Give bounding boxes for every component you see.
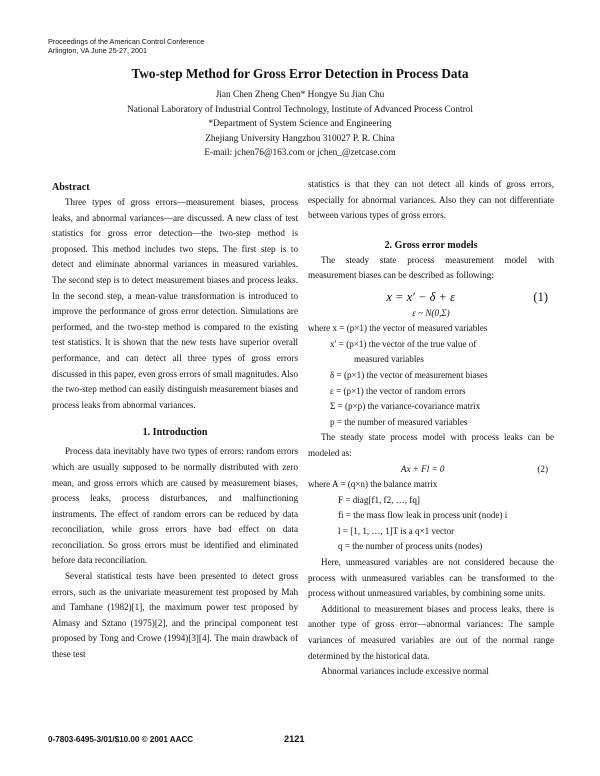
definition-line: ε = (p×1) the vector of random errors [330, 385, 466, 396]
leaks-intro: The steady state process model with process leaks can be modeled as: [308, 432, 554, 458]
definition-line: Σ = (p×p) the variance-covariance matrix [330, 401, 481, 412]
intro-paragraph-1: Process data inevitably have two types of errors: random errors which are usually supposed to be normally distributed with zero mean, and gross errors which are caused by measurement biases, process leaks, process disturbances, and malfunctioning instruments. The effect of random errors can be reduced by data reconciliation, while gross errors have bad effect on data reconciliation. So gross errors must be identified and eliminated before data reconciliation. [52, 446, 298, 566]
author-block [0, 88, 600, 161]
definition-line: l = [1, 1, …, 1]T is a q×1 vector [338, 525, 455, 536]
page-number: 2121 [284, 734, 305, 744]
conference-location: Arlington, VA June 25-27, 2001 [48, 45, 147, 55]
equation-1b-expression: ε ~ N(0,Σ) [412, 307, 450, 318]
equation-2-expression: Ax + Fl = 0 [400, 463, 445, 474]
abstract-heading: Abstract [52, 182, 90, 193]
definition-line: where A = (q×n) the balance matrix [308, 479, 438, 490]
equation-1-noise [308, 306, 554, 322]
equation-1 [308, 290, 554, 306]
abstract-text: Three types of gross errors—measurement biases, process leaks, and abnormal variances—are discussed. A new class of test statistics for gross error detection—the two-step method is proposed. This method includes two steps. The first step is to detect and eliminate abnormal variances in measured variables. The second step is to detect measurement biases and process leaks. In the second step, a mean-value transformation is introduced to improve the performance of gross error detection. Simulations are performed, and the two-step method is compared to the existing test statistics. It is shown that the new tests have superior overall performance, and can detect all three types of gross errors discussed in this paper, even gross errors of small magnitudes. Also the two-step method can easily distinguish measurement biases and process leaks from abnormal variances. [52, 197, 298, 410]
definition-line: q = the number of process units (nodes) [338, 541, 483, 552]
email: E-mail: jchen76@163.com or jchen_@zetcase.com [204, 148, 396, 159]
conference-name: Proceedings of the American Control Conference [48, 37, 205, 46]
abnormal-continued: Abnormal variances include excessive normal [321, 666, 489, 677]
left-column [52, 180, 298, 663]
affiliation-2: *Department of System Science and Engineering [208, 119, 392, 130]
affiliation-1: National Laboratory of Industrial Control Technology, Institute of Advanced Process Control [127, 104, 473, 115]
copyright-line: 0-7803-6495-3/01/$10.00 © 2001 AACC [48, 735, 194, 744]
intro-paragraph-2: Several statistical tests have been presented to detect gross errors, such as the univariate measurement test proposed by Mah and Tamhane (1982)[1], the maximum power test proposed by Almasy and Sztano (1975)[2], and the principal component test proposed by Tong and Crowe (1994)[3][4]. The main drawback of these test [52, 571, 298, 660]
definition-line: x′ = (p×1) the vector of the true value of [330, 338, 477, 349]
paper-title: Two-step Method for Gross Error Detection in Process Data [131, 66, 469, 81]
unmeasured-paragraph: Here, unmeasured variables are not considered because the process with unmeasured variables can be transformed to the process without unmeasured variables, by combining some units. [308, 557, 554, 599]
right-column [308, 177, 554, 680]
model-intro: The steady state process measurement model with measurement biases can be described as following: [308, 254, 554, 281]
definition-line: measured variables [354, 354, 424, 365]
equation-2-number: (2) [537, 463, 548, 474]
continued-paragraph: statistics is that they can not detect all kinds of gross errors, especially for abnormal variances. Also they can not differentiate between various types of gross errors. [308, 179, 554, 221]
author-names: Jian Chen Zheng Chen* Hongye Su Jian Chu [215, 90, 385, 100]
equation-1-expression: x = x′ − δ + ε [386, 289, 456, 304]
abnormal-variance-paragraph: Additional to measurement biases and process leaks, there is another type of gross error—abnormal variances: The sample variances of measured variables are out of the normal range determined by the historical data. [308, 603, 554, 661]
introduction-heading: 1. Introduction [142, 427, 208, 439]
definition-line: F = diag[f1, f2, …, fq] [338, 494, 420, 505]
definition-line: where x = (p×1) the vector of measured variables [308, 323, 488, 334]
definition-line: p = the number of measured variables [330, 416, 468, 427]
definition-line: fi = the mass flow leak in process unit (node) i [338, 510, 508, 521]
equation-2 [308, 462, 554, 478]
conference-header [48, 38, 204, 55]
equation-1-number: (1) [533, 289, 548, 304]
definition-line: δ = (p×1) the vector of measurement biases [330, 369, 488, 380]
gross-error-models-heading: 2. Gross error models [384, 239, 478, 251]
address: Zhejiang University Hangzhou 310027 P. R. China [205, 133, 395, 144]
